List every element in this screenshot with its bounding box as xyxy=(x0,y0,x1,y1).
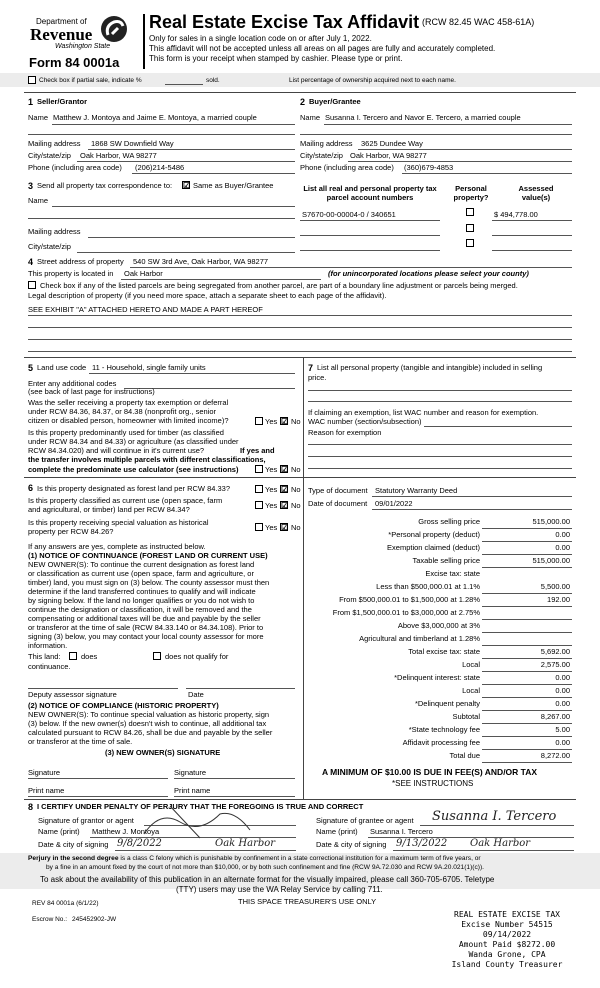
seller-city-label: City/state/zip xyxy=(28,151,71,160)
exemption-reason-label: Reason for exemption xyxy=(308,428,382,437)
tax-row xyxy=(308,750,572,763)
exemption-no-label: No xyxy=(291,417,301,426)
tax-row xyxy=(308,633,572,646)
certification-section-number: 8 xyxy=(28,802,34,812)
exemption-yes-checkbox[interactable] xyxy=(255,417,263,425)
street-address-field[interactable]: 540 SW 3rd Ave, Oak Harbor, WA 98277 xyxy=(133,257,269,266)
seller-heading: Seller/Grantor xyxy=(37,97,88,106)
header-note-1: Only for sales in a single location code on or after July 1, 2022. xyxy=(149,34,372,43)
personal-property-checkbox-1[interactable] xyxy=(466,208,474,216)
tax-row xyxy=(308,607,572,620)
continuance-line-10: information. xyxy=(28,641,68,650)
continuance-line-8: or transferor at the time of sale (RCW 84.33.140 or 84.34.108). Prior to xyxy=(28,623,264,632)
historic-question-2: property per RCW 84.26? xyxy=(28,527,114,536)
parcel-number-1[interactable]: S7670-00-00004-0 / 340651 xyxy=(302,210,396,219)
partial-sale-checkbox[interactable] xyxy=(28,76,36,84)
seller-city-field[interactable]: Oak Harbor, WA 98277 xyxy=(80,151,157,160)
continuance-word: continuance. xyxy=(28,662,71,671)
revision-label: REV 84 0001a (6/1/22) xyxy=(32,900,99,907)
historic-line-4: or transferor at the time of sale. xyxy=(28,737,133,746)
continuance-notice-title: (1) NOTICE OF CONTINUANCE (FOREST LAND OR CURRENT USE) xyxy=(28,551,268,560)
land-use-label: Land use code xyxy=(37,363,87,372)
tax-row-value[interactable]: 2,575.00 xyxy=(540,660,570,669)
continuance-line-5: by signing below. If the land no longer qualifies or you do not wish to xyxy=(28,596,255,605)
grantor-signature-label: Signature of grantor or agent xyxy=(38,816,134,825)
grantee-name-label: Name (print) xyxy=(316,827,358,836)
land-does-not-checkbox[interactable] xyxy=(153,652,161,660)
tax-row-value[interactable]: 0.00 xyxy=(555,738,570,747)
buyer-city-label: City/state/zip xyxy=(300,151,343,160)
answers-note: If any answers are yes, complete as instructed below. xyxy=(28,542,206,551)
tax-row-label: Above $3,000,000 at 3% xyxy=(397,621,480,630)
header-note-3: This form is your receipt when stamped by cashier. Please type or print. xyxy=(149,54,403,63)
tax-row-value[interactable]: 0.00 xyxy=(555,673,570,682)
exemption-wac-note: If claiming an exemption, list WAC number and reason for exemption. xyxy=(308,408,539,417)
forest-yes-checkbox[interactable] xyxy=(255,485,263,493)
grantor-date-city-label: Date & city of signing xyxy=(38,840,109,849)
see-instructions-note: *SEE INSTRUCTIONS xyxy=(392,779,474,788)
deputy-assessor-signature-label: Deputy assessor signature xyxy=(28,690,117,699)
current-use-no-checkbox[interactable]: ☑ xyxy=(281,501,289,510)
assessed-col-header-1: Assessed xyxy=(518,184,554,193)
legal-description-field[interactable]: SEE EXHIBIT "A" ATTACHED HERETO AND MADE A PART HEREOF xyxy=(28,305,263,314)
parcel-col-header-2: parcel account numbers xyxy=(326,193,414,202)
exemption-no-checkbox[interactable]: ☑ xyxy=(281,417,289,426)
historic-line-3: calculated pursuant to RCW 84.26, shall be due and payable by the seller xyxy=(28,728,273,737)
current-use-no-label: No xyxy=(291,501,301,510)
assessed-value-1[interactable]: $ 494,778.00 xyxy=(494,210,538,219)
tax-row-value[interactable]: 8,272.00 xyxy=(540,751,570,760)
buyer-section-number: 2 xyxy=(300,97,306,107)
same-as-buyer-label: Same as Buyer/Grantee xyxy=(193,181,274,190)
perjury-line-2: by a fine in an amount fixed by the court of not more than $10,000, or by both such confinement and fine (RCW 9A.72.030 and RCW 9A.20.021(1)(c)). xyxy=(46,864,484,871)
land-use-code-field[interactable]: 11 - Household, single family units xyxy=(92,363,206,372)
continuance-line-3: timber) land, you must sign on (3) below. The county assessor must then xyxy=(28,578,270,587)
tax-row-value[interactable]: 5,500.00 xyxy=(540,582,570,591)
stamp-line-1: REAL ESTATE EXCISE TAX xyxy=(454,910,560,919)
seller-address-label: Mailing address xyxy=(28,139,81,148)
continuance-line-6: continue the designation or classification, it will be removed and the xyxy=(28,605,252,614)
tax-row xyxy=(308,516,572,529)
personal-property-label-2: price. xyxy=(308,373,327,382)
tax-row xyxy=(308,555,572,568)
header-note-2: This affidavit will not be accepted unless all areas on all pages are fully and accurately completed. xyxy=(149,44,496,53)
grantee-city-field[interactable]: Oak Harbor xyxy=(470,838,531,849)
buyer-phone-label: Phone (including area code) xyxy=(300,163,394,172)
buyer-phone-field[interactable]: (360)679-4853 xyxy=(404,163,454,172)
partial-sold-label: sold. xyxy=(206,77,220,84)
tax-row xyxy=(308,542,572,555)
perjury-line-1 xyxy=(28,855,481,863)
accessibility-line-1: To ask about the availability of this publication in an alternate format for the visually impaired, please call 360-705-6705. Teletype xyxy=(40,875,495,884)
tax-row-value[interactable]: 0.00 xyxy=(555,530,570,539)
grantor-city-field[interactable]: Oak Harbor xyxy=(215,838,276,849)
perjury-rest: is a class C felony which is punishable by confinement in a state correctional institution for a maximum term of five years, or xyxy=(118,855,481,862)
tax-row xyxy=(308,646,572,659)
exemption-question-1: Was the seller receiving a property tax exemption or deferral xyxy=(28,398,229,407)
continuance-line-7: compensating or additional taxes will be due and payable by the seller xyxy=(28,614,261,623)
tax-row-value[interactable]: 0.00 xyxy=(555,543,570,552)
historic-notice-title: (2) NOTICE OF COMPLIANCE (HISTORIC PROPERTY) xyxy=(28,701,219,710)
forest-no-label: No xyxy=(291,485,301,494)
land-does-label: does xyxy=(81,652,98,661)
stamp-line-6: Island County Treasurer xyxy=(451,960,563,969)
correspondence-address-label: Mailing address xyxy=(28,227,81,236)
historic-no-checkbox[interactable]: ☑ xyxy=(281,523,289,532)
tax-row-label: From $1,500,000.01 to $3,000,000 at 2.75% xyxy=(332,608,480,617)
forest-question: Is this property designated as forest land per RCW 84.33? xyxy=(37,484,231,493)
tax-row-label: Gross selling price xyxy=(418,517,480,526)
segregated-checkbox[interactable] xyxy=(28,281,36,289)
timber-yes-checkbox[interactable] xyxy=(255,465,263,473)
correspondence-name-label: Name xyxy=(28,196,49,205)
treasurer-stamp xyxy=(432,910,582,970)
land-use-section-number: 5 xyxy=(28,363,34,373)
tax-row xyxy=(308,581,572,594)
timber-question-2: under RCW 84.34 and 84.33) or agriculture (as classified under xyxy=(28,437,239,446)
minimum-fee-notice: A MINIMUM OF $10.00 IS DUE IN FEE(S) AND/OR TAX xyxy=(322,767,538,777)
located-in-label: This property is located in xyxy=(28,269,114,278)
page-title: Real Estate Excise Tax Affidavit xyxy=(149,12,420,32)
grantee-name-field[interactable]: Susanna I. Tercero xyxy=(370,827,433,836)
timber-question-1: Is this property predominantly used for timber (as classified xyxy=(28,428,224,437)
tax-row-value[interactable]: 8,267.00 xyxy=(540,712,570,721)
historic-no-label: No xyxy=(291,523,301,532)
dept-of-label: Department of xyxy=(36,17,87,26)
tax-row-value[interactable]: 5.00 xyxy=(555,725,570,734)
seller-name-field[interactable]: Matthew J. Montoya and Jaime E. Montoya, a married couple xyxy=(53,113,257,122)
partial-sale-label: Check box if partial sale, indicate % xyxy=(39,77,142,84)
seller-phone-label: Phone (including area code) xyxy=(28,163,122,172)
tax-calculation-table xyxy=(308,516,572,804)
personal-property-section-number: 7 xyxy=(308,363,314,373)
property-section-number: 4 xyxy=(28,257,34,267)
buyer-name-field[interactable]: Susanna I. Tercero and Navor E. Tercero, a married couple xyxy=(325,113,521,122)
seller-section-number: 1 xyxy=(28,97,34,107)
personal-col-header-2: property? xyxy=(453,193,489,202)
exemption-question-3: citizen or disabled person, homeowner with limited income)? xyxy=(28,416,229,425)
seller-phone-field[interactable]: (206)214-5486 xyxy=(135,163,185,172)
stamp-line-3: 09/14/2022 xyxy=(482,930,532,939)
treasurer-use-label: THIS SPACE TREASURER'S USE ONLY xyxy=(238,897,377,906)
tax-row xyxy=(308,620,572,633)
certification-statement: I CERTIFY UNDER PENALTY OF PERJURY THAT THE FOREGOING IS TRUE AND CORRECT xyxy=(37,802,364,811)
document-date-field[interactable]: 09/01/2022 xyxy=(375,499,413,508)
tax-row-label: Affidavit processing fee xyxy=(402,738,480,747)
legal-description-label: Legal description of property (if you need more space, attach a separate sheet to each page of the affidavit). xyxy=(28,291,387,300)
historic-question-1: Is this property receiving special valuation as historical xyxy=(28,518,209,527)
dept-state-label: Washington State xyxy=(55,43,111,50)
document-date-label: Date of document xyxy=(308,499,368,508)
dept-revenue-label: Revenue xyxy=(30,25,93,44)
stamp-line-4: Amount Paid $8272.00 xyxy=(458,940,556,949)
grantee-signature-label: Signature of grantee or agent xyxy=(316,816,414,825)
current-use-question-1: Is this property classified as current use (open space, farm xyxy=(28,496,223,505)
tax-row-value[interactable]: 515,000.00 xyxy=(532,556,570,565)
segregated-label: Check box if any of the listed parcels are being segregated from another parcel, are part of a boundary line adjustment or parcels being merged. xyxy=(40,281,518,290)
tax-row-label: From $500,000.01 to $1,500,000 at 1.28% xyxy=(339,595,480,604)
exemption-yes-label: Yes xyxy=(265,417,278,426)
grantor-date-field[interactable]: 9/8/2022 xyxy=(117,838,162,849)
personal-property-checkbox-2[interactable] xyxy=(466,224,474,232)
tax-row-label: *Delinquent interest: state xyxy=(394,673,480,682)
parcel-col-header-1: List all real and personal property tax xyxy=(303,184,437,193)
document-type-label: Type of document xyxy=(308,486,368,495)
timber-no-checkbox[interactable]: ☑ xyxy=(281,465,289,474)
tax-row-label: Agricultural and timberland at 1.28% xyxy=(359,634,480,643)
correspondence-section-number: 3 xyxy=(28,181,34,191)
tax-row xyxy=(308,711,572,724)
buyer-name-label: Name xyxy=(300,113,321,122)
stamp-line-2: Excise Number 54515 xyxy=(461,920,553,929)
tax-row-label: Total excise tax: state xyxy=(408,647,480,656)
wac-number-label: WAC number (section/subsection) xyxy=(308,417,422,426)
tax-row-label: Taxable selling price xyxy=(412,556,480,565)
tax-row xyxy=(308,685,572,698)
continuance-line-1: NEW OWNER(S): To continue the current designation as forest land xyxy=(28,560,255,569)
unincorporated-note: (for unincorporated locations please select your county) xyxy=(328,269,529,278)
tax-row-value[interactable]: 0.00 xyxy=(555,699,570,708)
buyer-address-field[interactable]: 3625 Dundee Way xyxy=(361,139,423,148)
new-owner-signature-title: (3) NEW OWNER(S) SIGNATURE xyxy=(105,748,221,757)
tax-row-value[interactable]: 0.00 xyxy=(555,686,570,695)
forest-no-checkbox[interactable]: ☑ xyxy=(281,485,289,494)
forest-yes-label: Yes xyxy=(265,485,278,494)
perjury-bold: Perjury in the second degree xyxy=(28,855,119,862)
forest-section-number: 6 xyxy=(28,483,34,493)
grantee-signature-field[interactable]: Susanna I. Tercero xyxy=(432,809,557,824)
current-use-yes-label: Yes xyxy=(265,501,278,510)
street-address-label: Street address of property xyxy=(37,257,124,266)
signature-label-right: Signature xyxy=(174,768,207,777)
personal-col-header-1: Personal xyxy=(455,184,487,193)
accessibility-line-2: (TTY) users may use the WA Relay Service by calling 711. xyxy=(176,885,383,894)
historic-yes-checkbox[interactable] xyxy=(255,523,263,531)
land-does-not-label: does not qualify for xyxy=(165,652,229,661)
title-rcw-code: (RCW 82.45 WAC 458-61A) xyxy=(422,17,535,27)
print-name-label-right: Print name xyxy=(174,786,211,795)
signature-scribble-icon xyxy=(140,800,260,840)
personal-property-label: List all personal property (tangible and intangible) included in selling xyxy=(317,363,543,372)
escrow-number: 245452902-JW xyxy=(72,916,117,923)
tax-row-label: Local xyxy=(462,686,480,695)
tax-row xyxy=(308,698,572,711)
tax-row-label: Less than $500,000.01 at 1.1% xyxy=(376,582,480,591)
timber-question-3: RCW 84.34.020) and will continue in it's current use? xyxy=(28,446,205,455)
grantee-date-city-label: Date & city of signing xyxy=(316,840,387,849)
grantor-name-field[interactable]: Matthew J. Montoya xyxy=(92,827,160,836)
form-number: Form 84 0001a xyxy=(29,55,120,70)
current-use-question-2: and agricultural, or timber) land per RCW 84.34? xyxy=(28,505,190,514)
tax-row-value[interactable]: 192.00 xyxy=(547,595,570,604)
tax-row-value[interactable]: 515,000.00 xyxy=(532,517,570,526)
located-in-field[interactable]: Oak Harbor xyxy=(124,269,163,278)
personal-property-checkbox-3[interactable] xyxy=(466,239,474,247)
ownership-percentage-note: List percentage of ownership acquired next to each name. xyxy=(289,77,456,84)
this-land-label: This land: xyxy=(28,652,61,661)
timber-yes-label: Yes xyxy=(265,465,278,474)
timber-question-4: If yes and xyxy=(240,446,275,455)
buyer-address-label: Mailing address xyxy=(300,139,353,148)
buyer-city-field[interactable]: Oak Harbor, WA 98277 xyxy=(350,151,427,160)
exemption-question-2: under RCW 84.36, 84.37, or 84.38 (nonprofit org., senior xyxy=(28,407,217,416)
timber-question-6: complete the predominate use calculator (see instructions) xyxy=(28,465,239,474)
timber-question-5: the transfer involves multiple parcels with different classifications, xyxy=(28,455,266,464)
tax-row-label: Total due xyxy=(449,751,480,760)
land-does-checkbox[interactable] xyxy=(69,652,77,660)
same-as-buyer-checkbox[interactable]: ☑ xyxy=(183,181,191,190)
dor-logo-icon xyxy=(101,16,127,42)
escrow-label: Escrow No.: xyxy=(32,916,68,923)
tax-row-label: *Personal property (deduct) xyxy=(388,530,480,539)
tax-row-label: *State technology fee xyxy=(408,725,480,734)
tax-row xyxy=(308,568,572,581)
assessed-col-header-2: value(s) xyxy=(521,193,551,202)
deputy-date-label: Date xyxy=(188,690,204,699)
tax-row xyxy=(308,659,572,672)
signature-label-left: Signature xyxy=(28,768,61,777)
historic-line-2: (3) below. If the new owner(s) doesn't wish to continue, all additional tax xyxy=(28,719,267,728)
grantor-name-label: Name (print) xyxy=(38,827,80,836)
correspondence-city-label: City/state/zip xyxy=(28,242,71,251)
tax-row xyxy=(308,737,572,750)
continuance-line-2: or classification as current use (open space, farm and agriculture, or xyxy=(28,569,254,578)
tax-row-value[interactable]: 5,692.00 xyxy=(540,647,570,656)
buyer-heading: Buyer/Grantee xyxy=(309,97,361,106)
print-name-label-left: Print name xyxy=(28,786,65,795)
seller-address-field[interactable]: 1868 SW Downfield Way xyxy=(91,139,174,148)
continuance-line-4: determine if the land transferred continues to qualify and will indicate xyxy=(28,587,256,596)
stamp-line-5: Wanda Grone, CPA xyxy=(468,950,546,959)
additional-codes-note: (see back of last page for instructions) xyxy=(28,387,155,396)
document-type-field[interactable]: Statutory Warranty Deed xyxy=(375,486,458,495)
correspondence-label: Send all property tax correspondence to: xyxy=(37,181,173,190)
tax-row-label: Exemption claimed (deduct) xyxy=(387,543,480,552)
tax-row-label: *Delinquent penalty xyxy=(414,699,480,708)
tax-row-label: Excise tax: state xyxy=(425,569,480,578)
tax-row xyxy=(308,724,572,737)
historic-line-1: NEW OWNER(S): To continue special valuation as historic property, sign xyxy=(28,710,270,719)
additional-codes-label: Enter any additional codes xyxy=(28,379,117,388)
continuance-line-9: signing (3) below, you may contact your local county assessor for more xyxy=(28,632,264,641)
tax-row xyxy=(308,529,572,542)
current-use-yes-checkbox[interactable] xyxy=(255,501,263,509)
tax-row-label: Subtotal xyxy=(452,712,480,721)
grantee-date-field[interactable]: 9/13/2022 xyxy=(396,838,448,849)
seller-name-label: Name xyxy=(28,113,49,122)
tax-row xyxy=(308,672,572,685)
tax-row-label: Local xyxy=(462,660,480,669)
historic-yes-label: Yes xyxy=(265,523,278,532)
timber-no-label: No xyxy=(291,465,301,474)
tax-row xyxy=(308,594,572,607)
